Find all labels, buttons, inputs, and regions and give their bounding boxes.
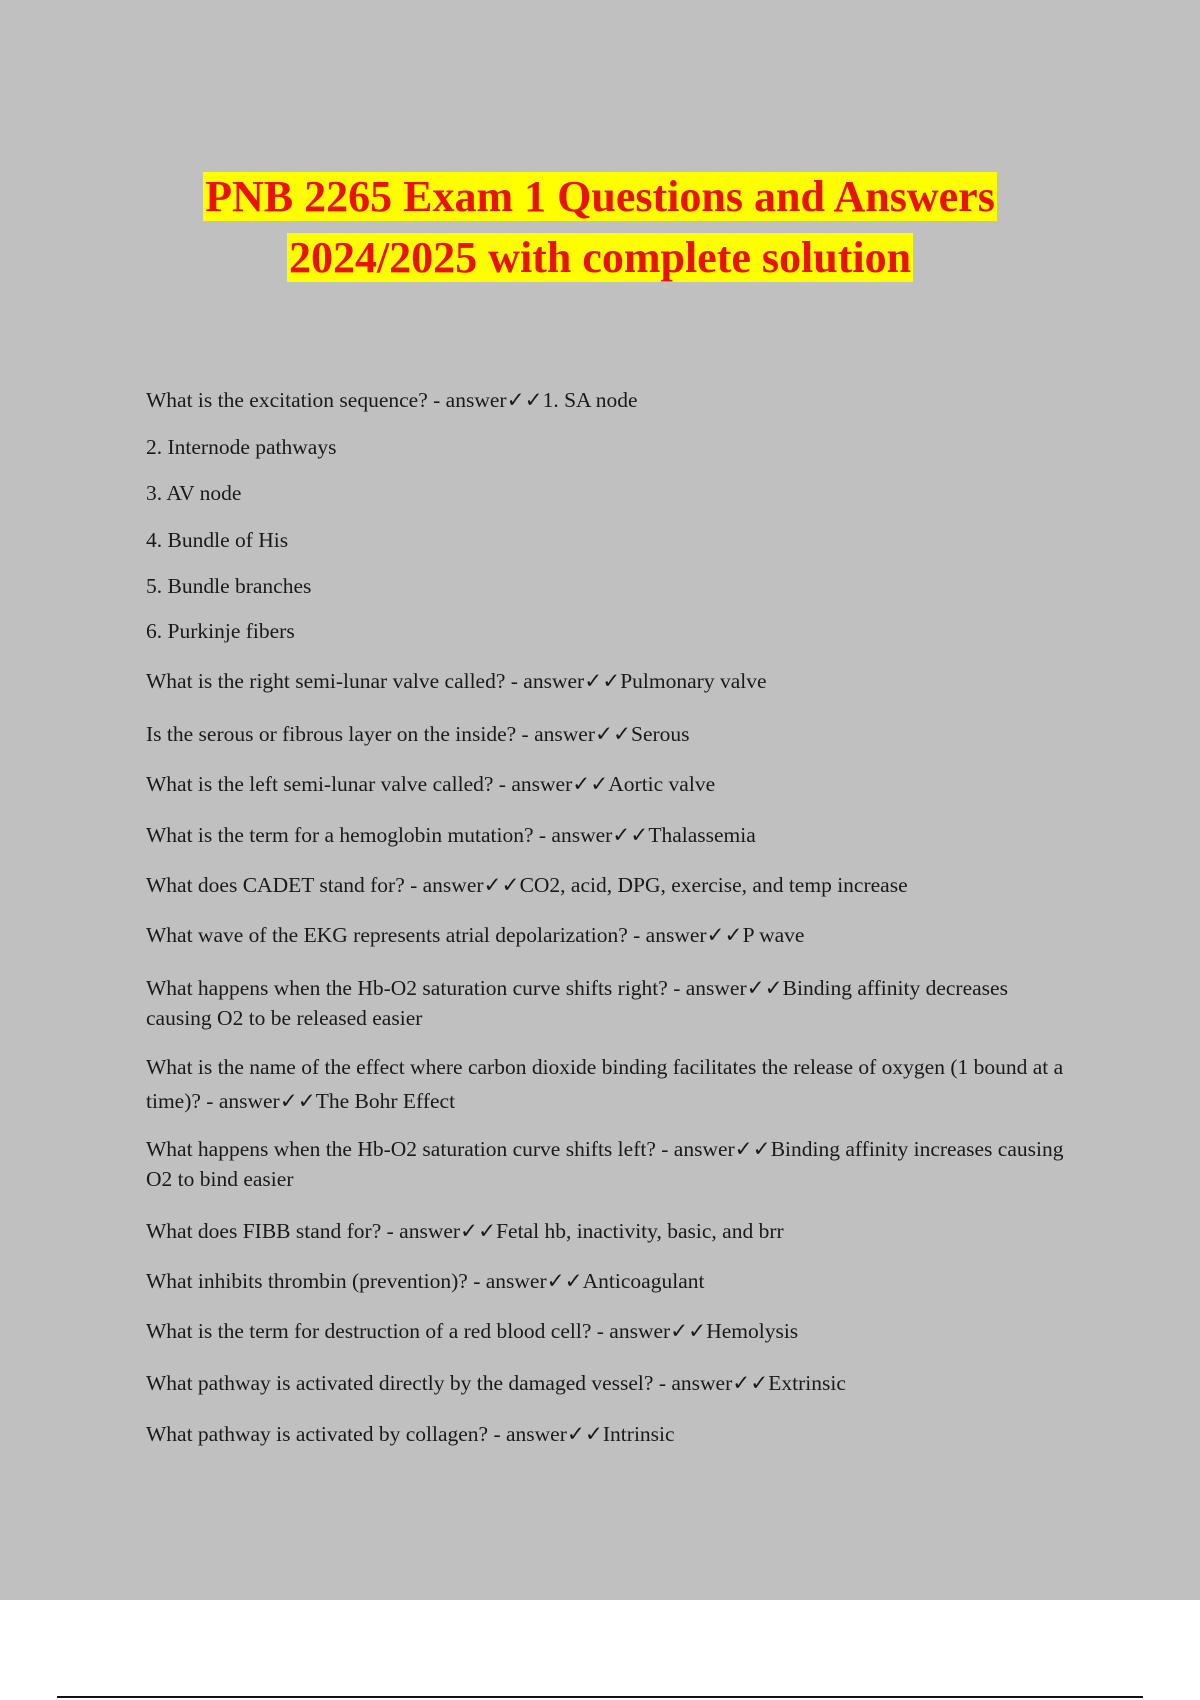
document-title <box>0 166 1200 288</box>
title-line-2: 2024/2025 with complete solution <box>288 233 912 282</box>
qa-line: What is the excitation sequence? - answer✓✓1. SA node <box>146 388 638 412</box>
qa-line: What is the left semi-lunar valve called? - answer✓✓Aortic valve <box>146 772 716 796</box>
qa-line: What wave of the EKG represents atrial depolarization? - answer✓✓P wave <box>146 923 805 947</box>
qa-line: What is the right semi-lunar valve called? - answer✓✓Pulmonary valve <box>146 669 767 693</box>
footer-divider <box>57 1696 1143 1698</box>
title-line-1: PNB 2265 Exam 1 Questions and Answers <box>205 172 995 221</box>
qa-line: What does CADET stand for? - answer✓✓CO2, acid, DPG, exercise, and temp increase <box>146 873 908 897</box>
qa-line: 6. Purkinje fibers <box>146 619 295 643</box>
qa-line: 4. Bundle of His <box>146 528 289 552</box>
qa-line: What inhibits thrombin (prevention)? - answer✓✓Anticoagulant <box>146 1269 705 1293</box>
qa-line: What is the term for a hemoglobin mutation? - answer✓✓Thalassemia <box>146 823 756 847</box>
qa-line: What is the name of the effect where carbon dioxide binding facilitates the release of oxygen (1 bound at a time)? - answer✓✓The Bohr Effect <box>146 1055 1064 1113</box>
qa-line: What happens when the Hb-O2 saturation curve shifts right? - answer✓✓Binding affinity decreases causing O2 to be released easier <box>146 976 1008 1030</box>
qa-line: 3. AV node <box>146 481 242 505</box>
qa-line: What pathway is activated directly by the damaged vessel? - answer✓✓Extrinsic <box>146 1371 846 1395</box>
qa-line: 2. Internode pathways <box>146 435 337 459</box>
qa-line: 5. Bundle branches <box>146 574 312 598</box>
qa-line: What is the term for destruction of a red blood cell? - answer✓✓Hemolysis <box>146 1319 799 1343</box>
qa-line: Is the serous or fibrous layer on the inside? - answer✓✓Serous <box>146 722 690 746</box>
qa-line: What happens when the Hb-O2 saturation curve shifts left? - answer✓✓Binding affinity increases causing O2 to bind easier <box>146 1137 1064 1191</box>
qa-line: What does FIBB stand for? - answer✓✓Fetal hb, inactivity, basic, and brr <box>146 1219 784 1243</box>
qa-line: What pathway is activated by collagen? - answer✓✓Intrinsic <box>146 1422 675 1446</box>
